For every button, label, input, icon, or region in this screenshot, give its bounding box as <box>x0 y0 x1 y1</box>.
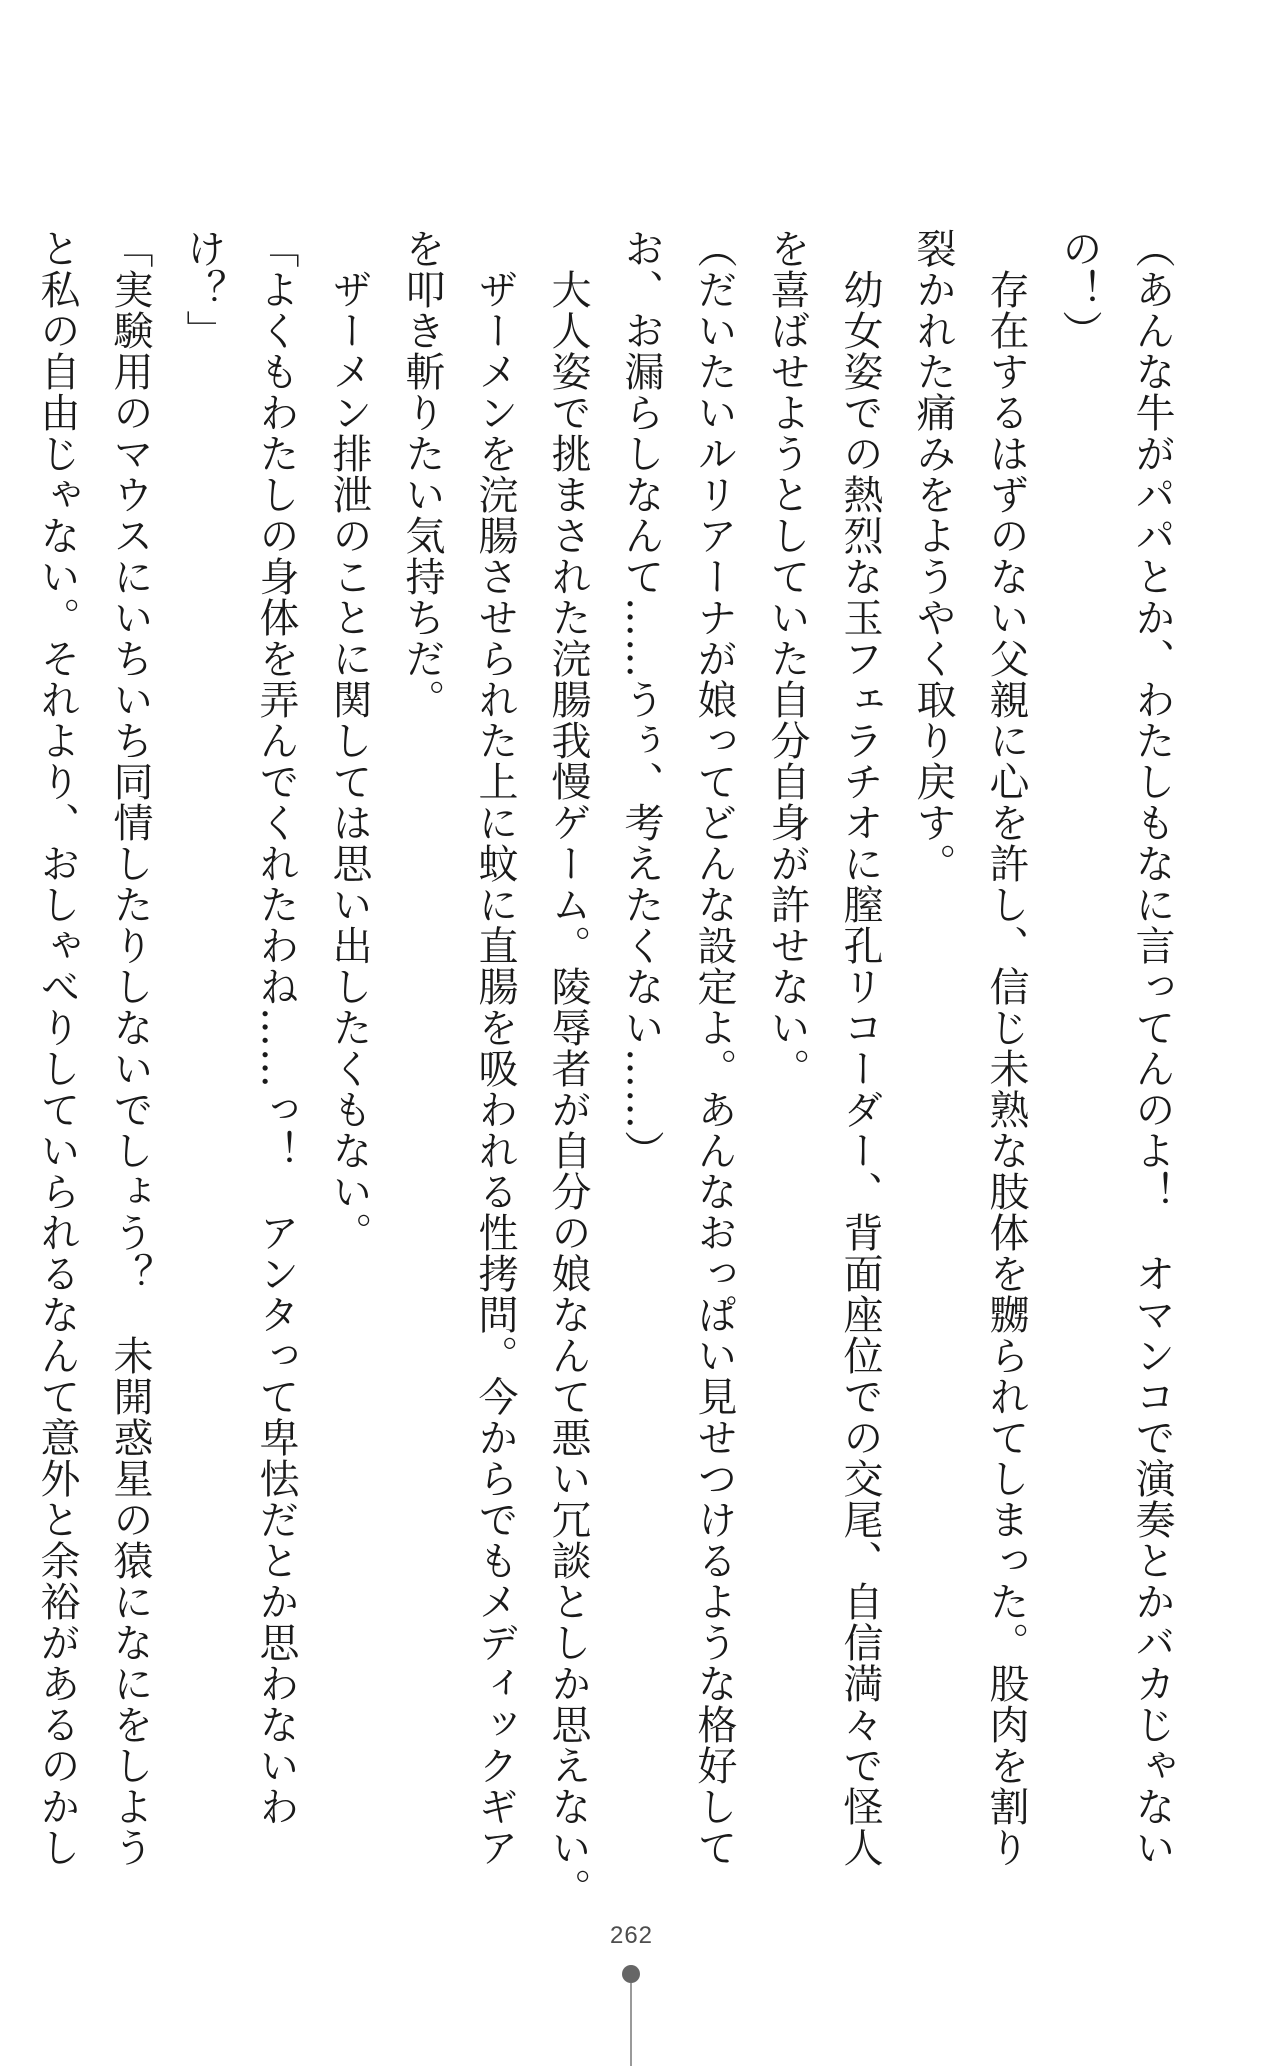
text-line: の！） <box>1056 228 1102 351</box>
text-line: 「よくもわたしの身体を弄んでくれたわね……っ！ アンタって卑怯だとか思わないわ <box>253 228 299 1827</box>
text-line: け？」 <box>180 228 226 351</box>
page-marker-line <box>630 1983 632 2066</box>
text-line: 大人姿で挑まされた浣腸我慢ゲーム。陵辱者が自分の娘なんて悪い冗談としか思えない。 <box>545 228 591 1909</box>
text-line: （だいたいルリアーナが娘ってどんな設定よ。あんなおっぱい見せつけるような格好して <box>691 228 737 1868</box>
text-line: 幼女姿での熱烈な玉フェラチオに膣孔リコーダー、背面座位での交尾、自信満々で怪人 <box>837 228 883 1868</box>
page-marker-dot <box>622 1965 640 1983</box>
vertical-text-block <box>26 228 1183 1909</box>
text-line: を叩き斬りたい気持ちだ。 <box>399 228 445 720</box>
page-number: 262 <box>609 1922 654 1949</box>
text-line: ザーメン排泄のことに関しては思い出したくもない。 <box>326 228 372 1253</box>
text-line: 存在するはずのない父親に心を許し、信じ未熟な肢体を嬲られてしまった。股肉を割り <box>983 228 1029 1868</box>
text-line: を喜ばせようとしていた自分自身が許せない。 <box>764 228 810 1089</box>
text-line: お、お漏らしなんて……うぅ、考えたくない……） <box>618 228 664 1171</box>
text-line: と私の自由じゃない。それより、おしゃべりしていられるなんて意外と余裕があるのかし <box>34 228 80 1868</box>
text-line: （あんな牛がパパとか、わたしもなに言ってんのよ！ オマンコで演奏とかバカじゃない <box>1129 228 1175 1868</box>
text-line: ザーメンを浣腸させられた上に蚊に直腸を吸われる性拷問。今からでもメディックギア <box>472 228 518 1868</box>
text-line: 「実験用のマウスにいちいち同情したりしないでしょう？ 未開惑星の猿になにをしよう <box>107 228 153 1868</box>
text-line: 裂かれた痛みをようやく取り戻す。 <box>910 228 956 884</box>
